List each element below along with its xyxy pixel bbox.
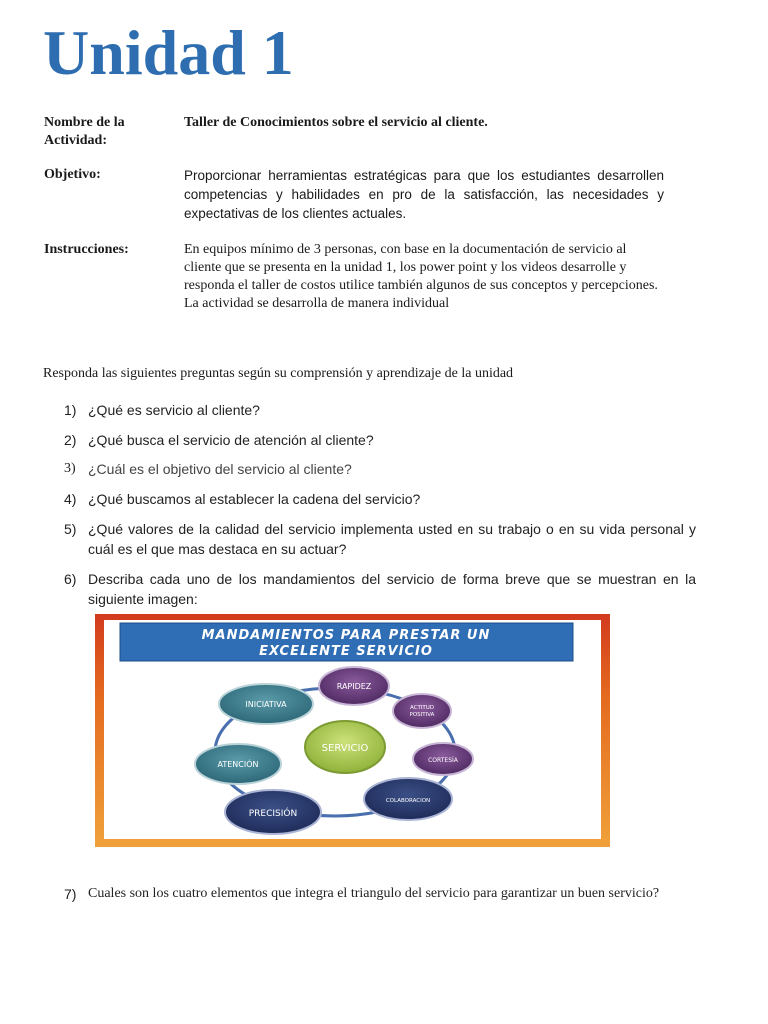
question-text: Describa cada uno de los mandamientos del servicio de forma breve que se muestran en la siguiente imagen:	[88, 571, 696, 607]
node-cortesia-label: CORTESÍA	[428, 757, 458, 764]
question-number: 6)	[64, 571, 77, 587]
instructions-note: La actividad se desarrolla de manera individual	[184, 296, 450, 311]
question-number: 1)	[64, 402, 77, 418]
mandamientos-figure	[95, 614, 610, 847]
banner-line-2: EXCELENTE SERVICIO	[259, 644, 433, 659]
activity-name-row	[44, 114, 664, 154]
question-number: 7)	[64, 886, 77, 902]
node-actitud-label-1: ACTITUD	[409, 705, 435, 711]
activity-name-value: Taller de Conocimientos sobre el servicio al cliente.	[184, 115, 488, 130]
node-servicio-label: SERVICIO	[321, 743, 369, 754]
question-6	[64, 569, 696, 609]
unit-title: Unidad 1	[43, 17, 294, 88]
objective-row	[44, 166, 664, 226]
question-number: 5)	[64, 521, 77, 537]
question-text: ¿Qué buscamos al establecer la cadena del servicio?	[88, 491, 421, 507]
instructions-label: Instrucciones:	[44, 242, 129, 257]
mandamientos-diagram	[95, 614, 610, 847]
question-7	[64, 884, 696, 924]
instructions-value: En equipos mínimo de 3 personas, con base en la documentación de servicio al cliente que se presenta en la unidad 1, los power point y los videos desarrolle y responda el taller de costos utilice también algunos de sus conceptos y percepciones.	[184, 242, 658, 293]
node-atencion-label: ATENCIÓN	[217, 760, 259, 769]
question-text: ¿Cuál es el objetivo del servicio al cliente?	[88, 461, 352, 477]
objective-value: Proporcionar herramientas estratégicas para que los estudiantes desarrollen competencias y habilidades en pro de la satisfacción, las necesidades y expectativas de los clientes actuales.	[184, 168, 664, 221]
instructions-block	[184, 241, 664, 313]
node-actitud-label-2: POSITIVA	[409, 712, 435, 718]
question-number: 4)	[64, 491, 77, 507]
node-actitud	[393, 694, 451, 728]
question-number: 3)	[64, 461, 76, 476]
activity-name-label: Nombre de la Actividad:	[44, 115, 125, 148]
instructions-row	[44, 241, 664, 341]
question-number: 2)	[64, 432, 77, 448]
question-text: ¿Qué busca el servicio de atención al cliente?	[88, 432, 374, 448]
question-text: Cuales son los cuatro elementos que integra el triangulo del servicio para garantizar un buen servicio?	[88, 886, 660, 901]
node-precision-label: PRECISIÓN	[248, 809, 298, 819]
question-text: ¿Qué valores de la calidad del servicio implementa usted en su trabajo o en su vida personal y cuál es el que mas destaca en su actuar?	[88, 521, 696, 557]
question-text: ¿Qué es servicio al cliente?	[88, 402, 260, 418]
node-rapidez-label: RAPIDEZ	[336, 682, 372, 691]
question-5	[64, 519, 696, 559]
node-iniciativa-label: INICIATIVA	[245, 700, 287, 709]
banner-line-1: MANDAMIENTOS PARA PRESTAR UN	[201, 628, 491, 643]
objective-label: Objetivo:	[44, 167, 101, 182]
node-colaboracion-label: COLABORACION	[385, 798, 431, 804]
questions-intro: Responda las siguientes preguntas según su comprensión y aprendizaje de la unidad	[43, 366, 514, 381]
